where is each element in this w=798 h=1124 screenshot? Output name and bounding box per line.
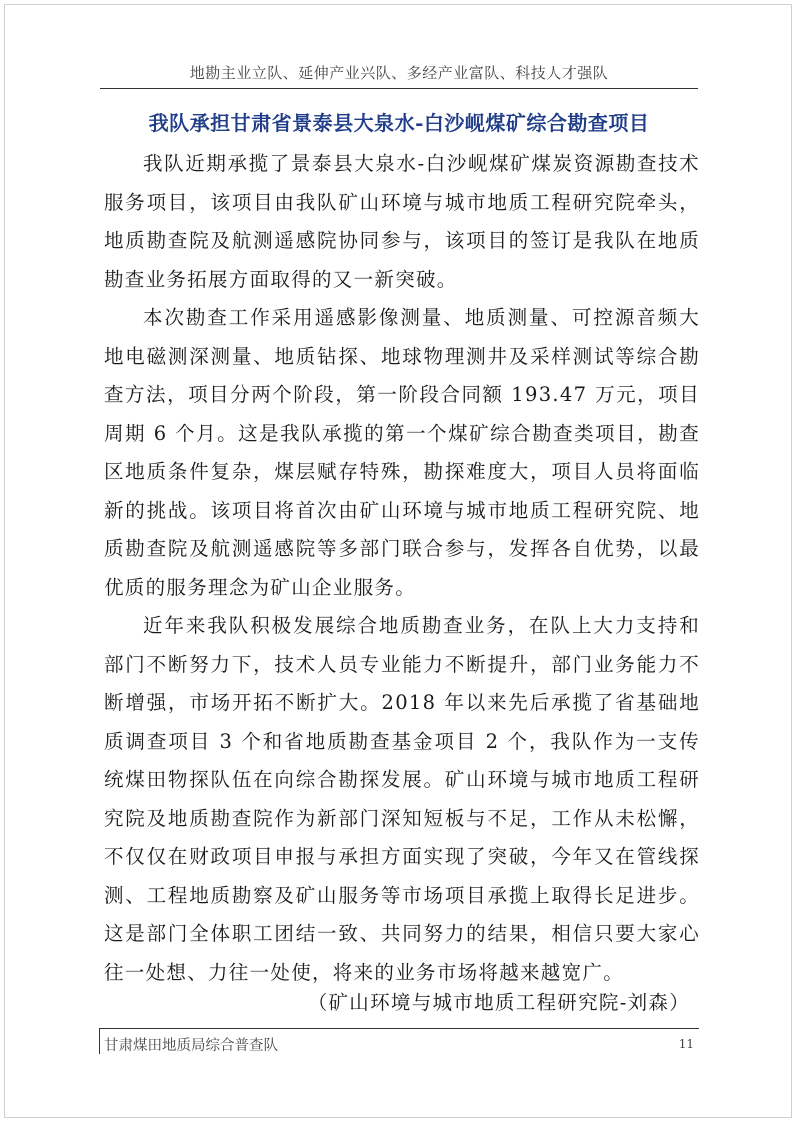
article-title: 我队承担甘肃省景泰县大泉水-白沙岘煤矿综合勘查项目: [148, 111, 650, 135]
footer-corner-mark: [99, 1028, 100, 1054]
article-body: [104, 145, 700, 992]
page-number: 11: [678, 1037, 694, 1051]
article-paragraph-2: 本次勘查工作采用遥感影像测量、地质测量、可控源音频大地电磁测深测量、地质钻探、地球物理测井及采样测试等综合勘查方法，项目分两个阶段，第一阶段合同额 193.47 万元，项目周期 6 个月。这是我队承揽的第一个煤矿综合勘查类项目，勘查区地质条件复杂，煤层赋存特殊，勘探难度大，项目人员将面临新的挑战。该项目将首次由矿山环境与城市地质工程研究院、地质勘查院及航测遥感院等多部门联合参与，发挥各自优势，以最优质的服务理念为矿山企业服务。: [104, 306, 700, 599]
article-signature: （矿山环境与城市地质工程研究院-刘森）: [307, 991, 690, 1014]
header-divider: [100, 88, 698, 89]
header-slogan: 地勘主业立队、延伸产业兴队、多经产业富队、科技人才强队: [189, 64, 609, 82]
footer-organization: 甘肃煤田地质局综合普查队: [104, 1038, 278, 1054]
article-paragraph-1: 我队近期承揽了景泰县大泉水-白沙岘煤矿煤炭资源勘查技术服务项目，该项目由我队矿山环境与城市地质工程研究院牵头，地质勘查院及航测遥感院协同参与，该项目的签订是我队在地质勘查业务拓展方面取得的又一新突破。: [104, 152, 700, 291]
article-paragraph-3: 近年来我队积极发展综合地质勘查业务，在队上大力支持和部门不断努力下，技术人员专业能力不断提升，部门业务能力不断增强，市场开拓不断扩大。2018 年以来先后承揽了省基础地质调查项目 3 个和省地质勘查基金项目 2 个，我队作为一支传统煤田物探队伍在向综合勘探发展。矿山环境与城市地质工程研究院及地质勘查院作为新部门深知短板与不足，工作从未松懈，不仅仅在财政项目申报与承担方面实现了突破，今年又在管线探测、工程地质勘察及矿山服务等市场项目承揽上取得长足进步。这是部门全体职工团结一致、共同努力的结果，相信只要大家心往一处想、力往一处使，将来的业务市场将越来越宽广。: [104, 614, 700, 984]
footer-divider: [99, 1028, 699, 1029]
